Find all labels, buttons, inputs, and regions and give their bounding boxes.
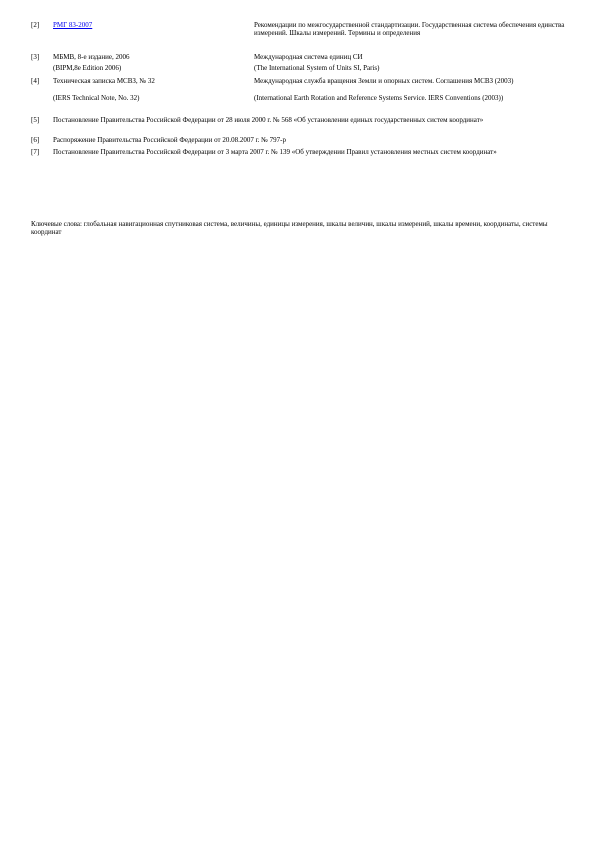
reference-3-original — [31, 64, 571, 77]
reference-5 — [31, 116, 571, 136]
reference-code: МБМВ, 8-е издание, 2006 — [53, 53, 130, 61]
reference-3 — [31, 53, 571, 64]
reference-title-original: (The International System of Units SI, Paris) — [254, 64, 380, 72]
reference-text: Распоряжение Правительства Российской Федерации от 20.08.2007 г. № 797-р — [53, 136, 286, 144]
reference-number: [3] — [31, 53, 40, 61]
reference-title: Международная служба вращения Земли и опорных систем. Соглашения МСВЗ (2003) — [254, 77, 514, 85]
reference-text: Постановление Правительства Российской Федерации от 3 марта 2007 г. № 139 «Об утверждении Правил установления местных систем координат» — [53, 148, 497, 156]
reference-code-original: (IERS Technical Note, No. 32) — [53, 94, 140, 102]
reference-number: [7] — [31, 148, 40, 156]
reference-code — [53, 21, 251, 29]
reference-number: [2] — [31, 21, 40, 29]
reference-number: [4] — [31, 77, 40, 85]
reference-7 — [31, 148, 571, 168]
reference-title-original: (International Earth Rotation and Reference Systems Service. IERS Conventions (2003)) — [254, 94, 504, 102]
reference-number: [5] — [31, 116, 40, 124]
reference-code: Техническая записка МСВЗ, № 32 — [53, 77, 155, 85]
reference-code-original: (BIPM,8e Edition 2006) — [53, 64, 122, 72]
reference-title: Рекомендации по межгосударственной стандартизации. Государственная система обеспечения единства измерений. Шкалы измерений. Термины и определения — [254, 21, 565, 37]
reference-text: Постановление Правительства Российской Федерации от 28 июля 2000 г. № 568 «Об установлении единых государственных систем координат» — [53, 116, 484, 124]
reference-4 — [31, 77, 571, 94]
reference-link-rmg-83-2007[interactable]: РМГ 83-2007 — [53, 21, 93, 29]
reference-title: Международная система единиц СИ — [254, 53, 363, 61]
reference-4-original — [31, 94, 571, 116]
reference-6 — [31, 136, 571, 148]
bibliography-list — [31, 21, 571, 168]
reference-number: [6] — [31, 136, 40, 144]
keywords-paragraph: Ключевые слова: глобальная навигационная спутниковая система, величины, единицы измерения, шкалы величин, шкалы измерений, шкалы времени, координаты, системы координат — [31, 220, 548, 236]
reference-2 — [31, 21, 571, 53]
